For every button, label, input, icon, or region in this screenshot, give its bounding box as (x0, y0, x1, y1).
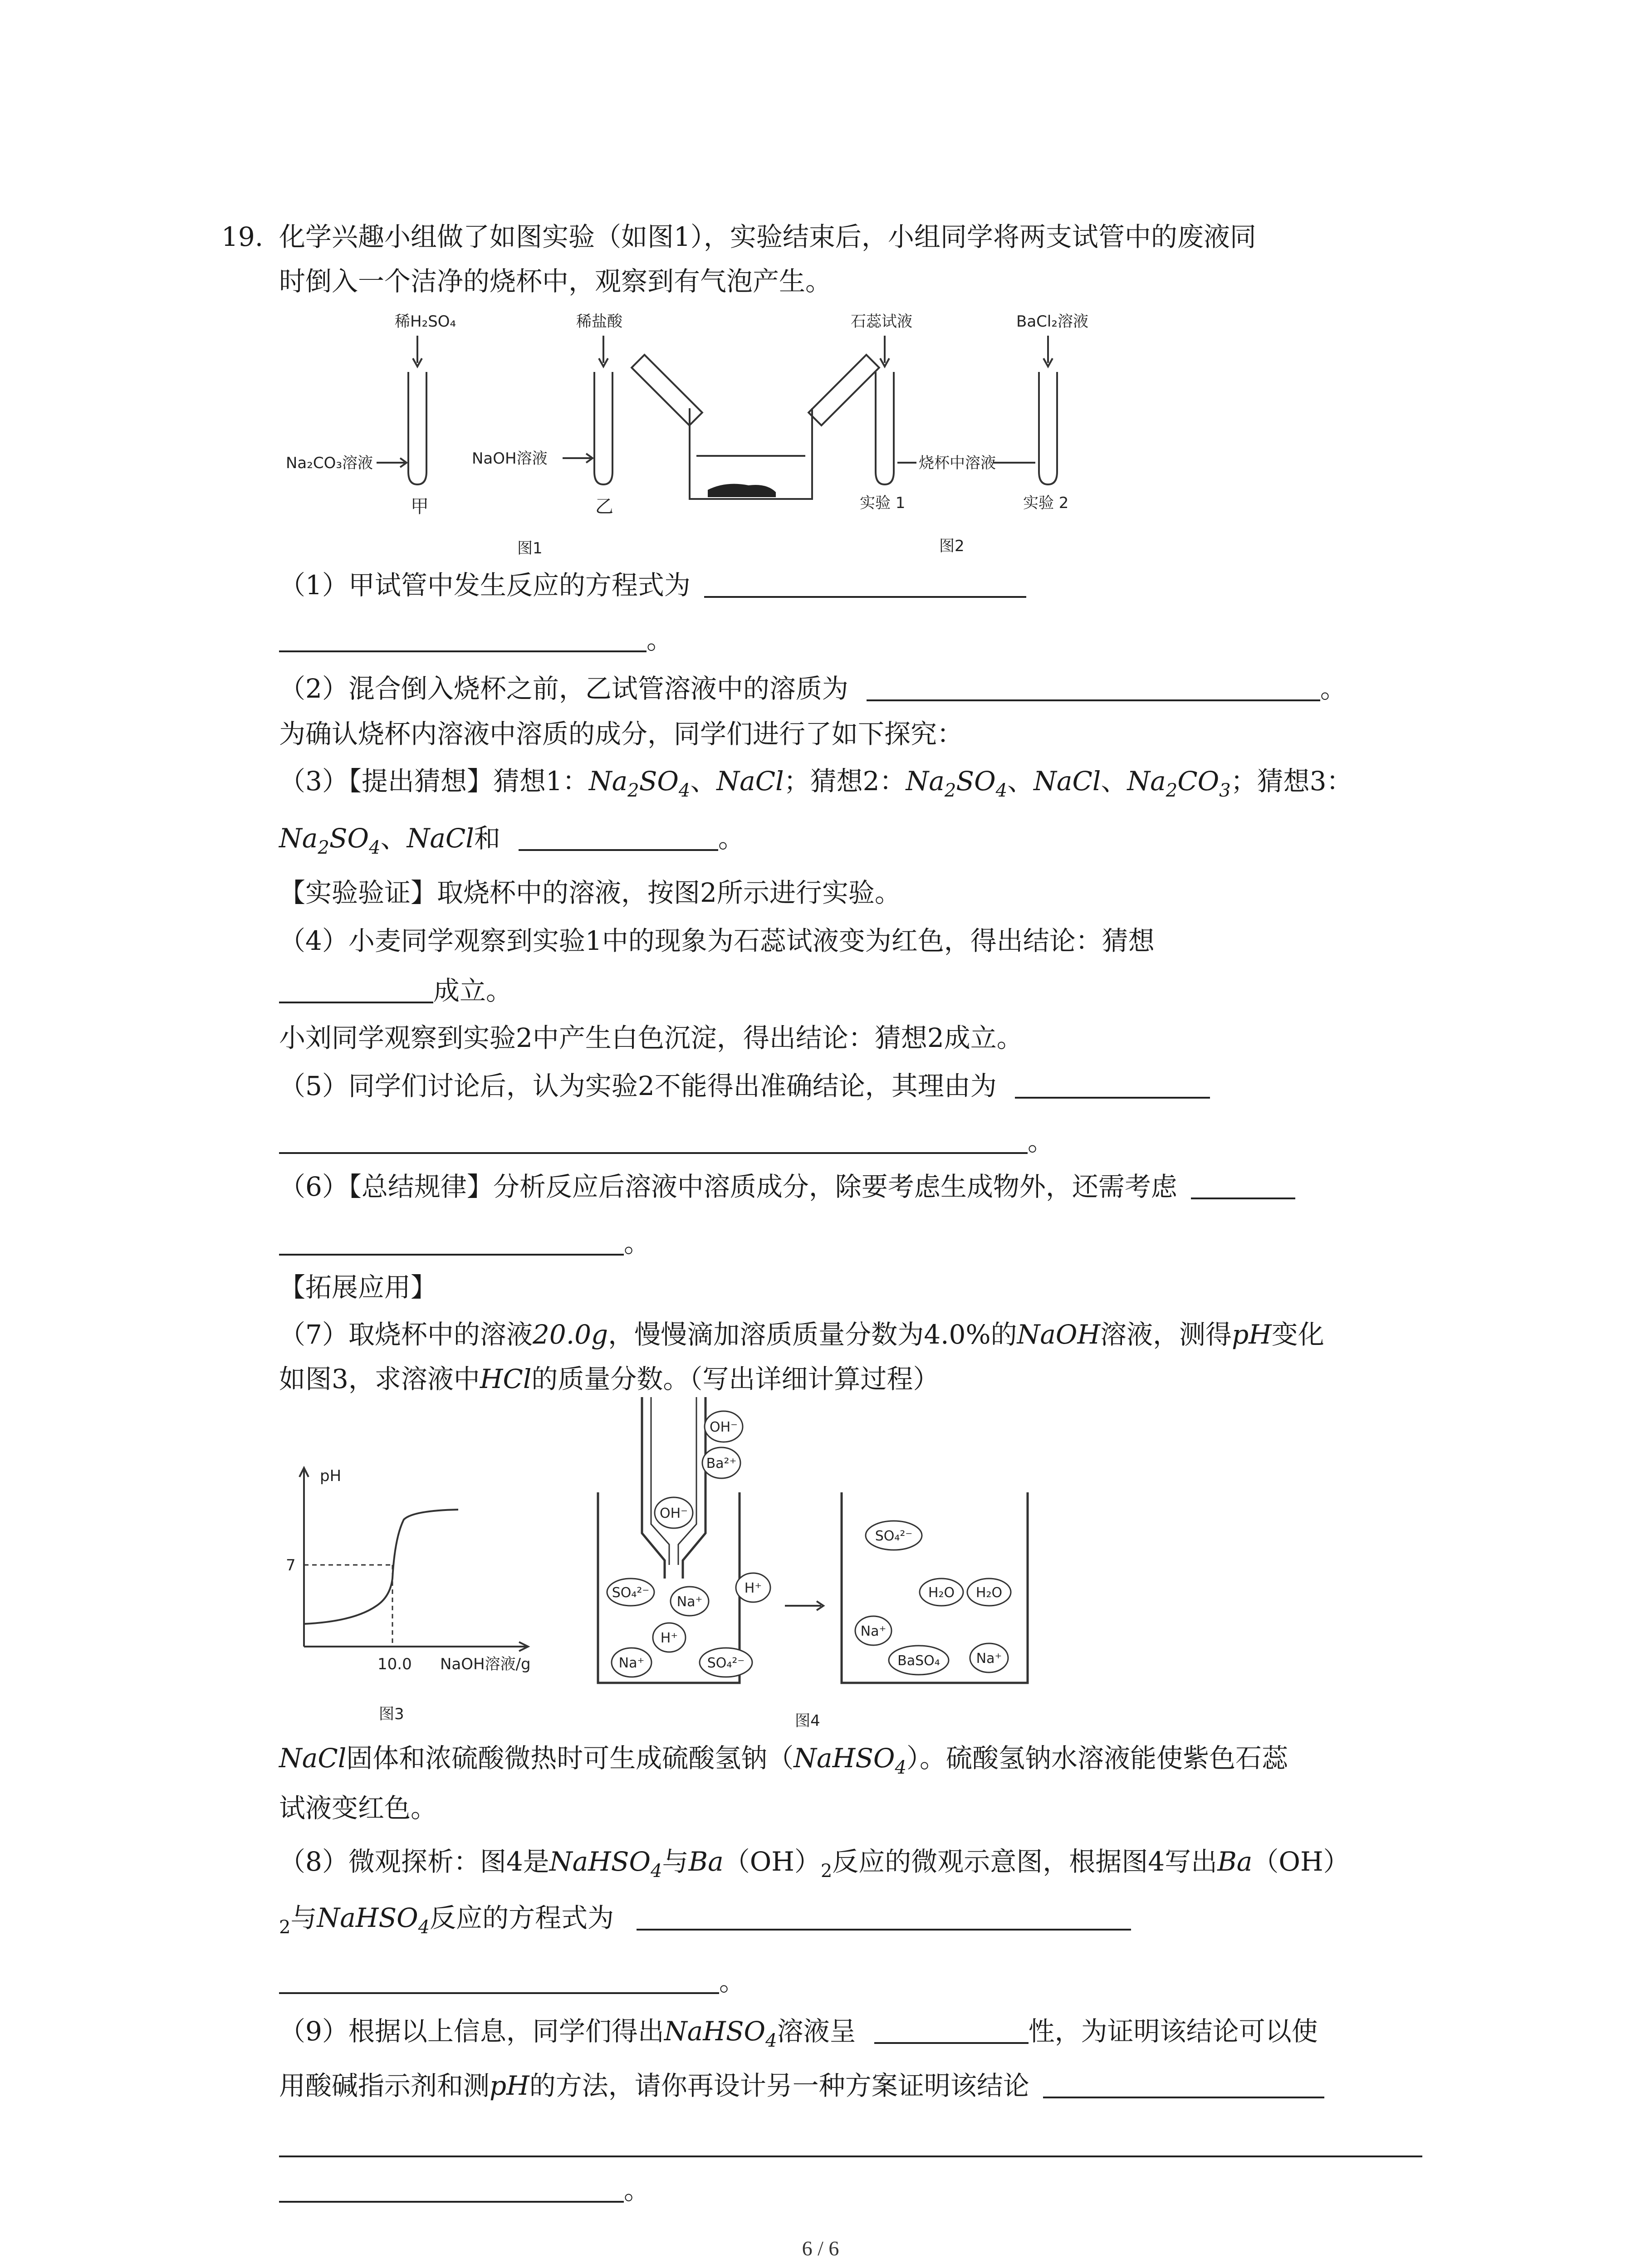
question-number: 19. (221, 221, 264, 252)
tube-jia-liquid: Na₂CO₃溶液 (286, 454, 373, 472)
q3-line: （3）【提出猜想】猜想1：$Na_2SO_4$、NaCl；猜想2：$Na_2SO_4$、NaCl、$Na_2CO_3$；猜想3： (279, 766, 1353, 801)
q4-answer-blank[interactable] (279, 974, 433, 1003)
tube-yi-liquid: NaOH溶液 (472, 450, 548, 468)
q1-line: （1）甲试管中发生反应的方程式为 (279, 568, 1026, 602)
q2-answer-blank[interactable] (867, 672, 1320, 701)
q5-answer-blank-2[interactable] (279, 1125, 1028, 1154)
ion-na-3: Na⁺ (860, 1623, 887, 1639)
fig2-caption: 图2 (939, 537, 965, 555)
q2-line: （2）混合倒入烧杯之前，乙试管溶液中的溶质为 。 (279, 673, 1347, 704)
intro-line-2: 时倒入一个洁净的烧杯中，观察到有气泡产生。 (279, 266, 832, 297)
q4-line-2: 成立。 (279, 973, 512, 1008)
page-number: 6 / 6 (802, 2237, 839, 2260)
figure-3-ph-curve (254, 1442, 590, 1733)
ion-na-1: Na⁺ (676, 1594, 703, 1610)
q6-line: （6）【总结规律】分析反应后溶液中溶质成分，除要考虑生成物外，还需考虑 (279, 1169, 1295, 1204)
fig4-caption: 图4 (795, 1712, 820, 1730)
ion-so4-1: SO₄²⁻ (612, 1585, 650, 1601)
q9-line-4: 。 (279, 2173, 650, 2207)
fig3-caption: 图3 (379, 1705, 404, 1723)
q8-line: （8）微观探析：图4是NaHSO$_4$与$Ba(OH)_2$反应的微观示意图，根据图4写出Ba（OH） (279, 1846, 1350, 1882)
q5-line-2: 。 (279, 1124, 1054, 1158)
ion-oh-2: OH⁻ (659, 1505, 688, 1521)
info-line-1: NaCl固体和浓硫酸微热时可生成硫酸氢钠（NaHSO$_4$）。硫酸氢钠水溶液能使紫色石蕊 (279, 1743, 1288, 1778)
q3-answer-blank[interactable] (519, 822, 718, 851)
exp1-reagent: 石蕊试液 (851, 313, 912, 331)
exp1-name: 实验 1 (860, 494, 906, 512)
q9-answer-blank-2[interactable] (1043, 2069, 1324, 2098)
q4-follow: 小刘同学观察到实验2中产生白色沉淀，得出结论：猜想2成立。 (279, 1022, 1023, 1053)
fig3-xlabel: NaOH溶液/g (440, 1655, 531, 1673)
ion-oh-1: OH⁻ (709, 1419, 738, 1435)
exp2-name: 实验 2 (1023, 494, 1069, 512)
fig3-ylabel: pH (320, 1467, 342, 1485)
figure-1-2 (272, 299, 1180, 562)
ion-so4-3: SO₄²⁻ (875, 1528, 913, 1544)
q1-line-2: 。 (279, 622, 673, 657)
q1-answer-blank-2[interactable] (279, 623, 647, 652)
fig3-x-tick: 10.0 (377, 1655, 412, 1673)
q5-line: （5）同学们讨论后，认为实验2不能得出准确结论，其理由为 (279, 1069, 1210, 1103)
ion-h-2: H⁺ (660, 1630, 678, 1646)
q6-line-2: 。 (279, 1226, 650, 1260)
q1-answer-blank[interactable] (704, 569, 1026, 598)
ion-na-2: Na⁺ (618, 1655, 645, 1671)
q8-answer-blank[interactable] (637, 1901, 1131, 1931)
fig3-y-tick: 7 (286, 1556, 296, 1574)
q9-line-3 (279, 2127, 1422, 2162)
tube-yi-name: 乙 (595, 496, 613, 517)
q9-answer-blank-4[interactable] (279, 2174, 624, 2203)
q9-line: （9）根据以上信息，同学们得出NaHSO$_4$溶液呈 性，为证明该结论可以使 (279, 2016, 1318, 2051)
q8-line-3: 。 (279, 1964, 745, 1999)
q2-follow: 为确认烧杯内溶液中溶质的成分，同学们进行了如下探究： (279, 719, 964, 749)
beaker-liquid-label: 烧杯中溶液 (919, 454, 996, 472)
ph-curve (304, 1510, 458, 1624)
q9-answer-blank-3[interactable] (279, 2128, 1422, 2157)
ion-ba: Ba²⁺ (706, 1456, 737, 1471)
precipitate-baso4: BaSO₄ (897, 1653, 940, 1669)
molecule-h2o-1: H₂O (928, 1585, 955, 1601)
ion-h-1: H⁺ (744, 1580, 762, 1596)
ion-na-4: Na⁺ (976, 1651, 1002, 1667)
intro-line-1: 化学兴趣小组做了如图实验（如图1），实验结束后，小组同学将两支试管中的废液同 (279, 221, 1256, 252)
q5-answer-blank[interactable] (1015, 1070, 1210, 1099)
info-line-2: 试液变红色。 (279, 1793, 437, 1823)
tube-yi-reagent: 稀盐酸 (576, 313, 622, 331)
fig1-caption: 图1 (517, 539, 543, 557)
q7-line: （7）取烧杯中的溶液20.0g，慢慢滴加溶质质量分数为4.0%的NaOH溶液，测得pH变化 (279, 1319, 1324, 1350)
q8-answer-blank-2[interactable] (279, 1965, 719, 1994)
q9-answer-blank-1[interactable] (874, 2015, 1029, 2044)
q3-line-2: $Na_2SO_4$、NaCl和 。 (279, 823, 745, 858)
q6-answer-blank[interactable] (1191, 1170, 1295, 1199)
tube-jia-reagent: 稀H₂SO₄ (395, 313, 456, 331)
figure-4-micro-diagram (590, 1388, 1043, 1733)
q7-line-2: 如图3，求溶液中HCl的质量分数。（写出详细计算过程） (279, 1364, 940, 1394)
molecule-h2o-2: H₂O (975, 1585, 1003, 1601)
q8-line-2: $_2$与NaHSO$_4$反应的方程式为 (279, 1901, 1131, 1945)
exp2-reagent: BaCl₂溶液 (1016, 313, 1088, 331)
verify-line: 【实验验证】取烧杯中的溶液，按图2所示进行实验。 (279, 877, 901, 908)
extend-heading: 【拓展应用】 (279, 1272, 437, 1303)
tube-jia-name: 甲 (411, 496, 429, 517)
q6-answer-blank-2[interactable] (279, 1227, 624, 1256)
ion-so4-2: SO₄²⁻ (707, 1655, 745, 1671)
q4-line: （4）小麦同学观察到实验1中的现象为石蕊试液变为红色，得出结论：猜想 (279, 925, 1155, 956)
q9-line-2: 用酸碱指示剂和测pH的方法，请你再设计另一种方案证明该结论 (279, 2068, 1324, 2103)
